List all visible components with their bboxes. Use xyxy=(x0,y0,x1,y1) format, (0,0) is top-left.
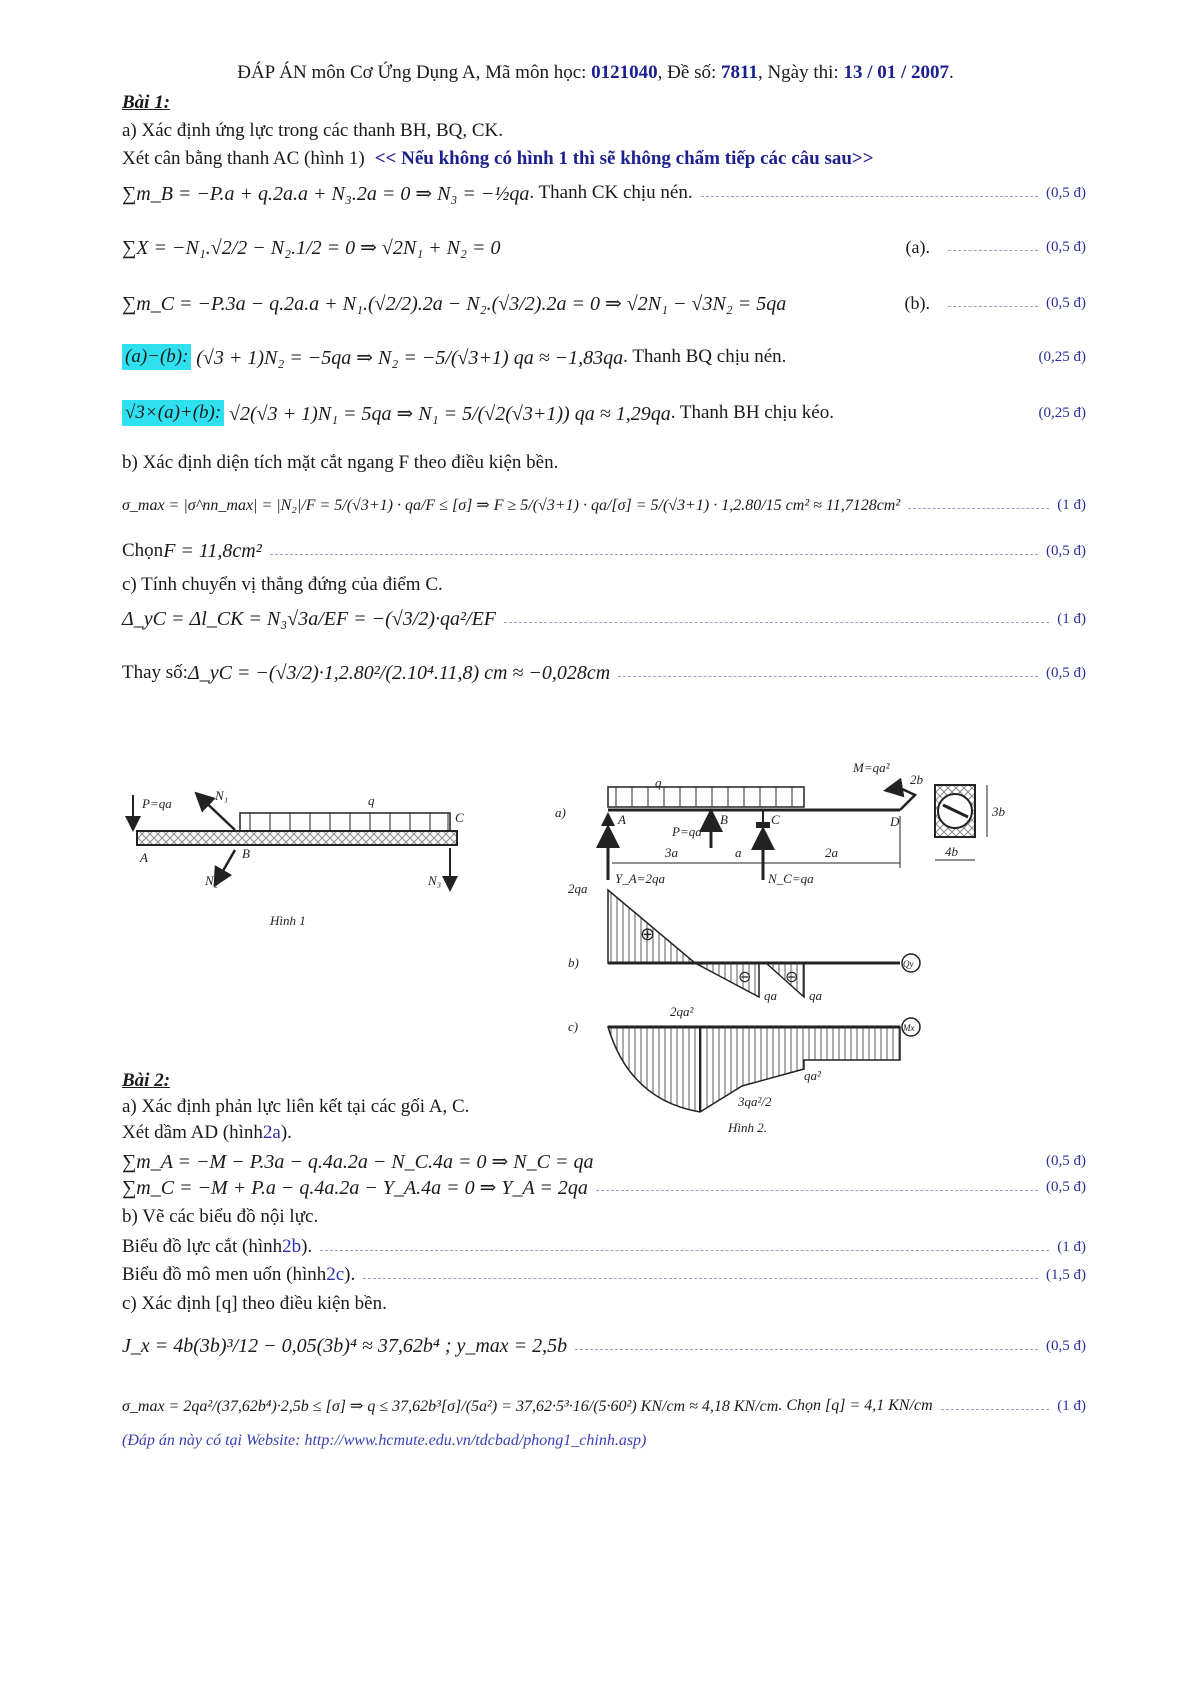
support-c xyxy=(756,822,770,828)
figure-1 xyxy=(110,770,480,940)
svg-text:3a: 3a xyxy=(665,845,678,860)
leader xyxy=(701,196,1038,197)
bai2-eq1: ∑m_A = −M − P.3a − q.4a.2a − N_C.4a = 0 ⇒ N_C = qa xyxy=(122,1150,594,1173)
bai2-heading: Bài 2: xyxy=(122,1070,171,1091)
score: (0,5 đ) xyxy=(1046,542,1086,559)
bai2-eq2: ∑m_C = −M + P.a − q.4a.2a − Y_A.4a = 0 ⇒ Y_A = 2qa xyxy=(122,1176,588,1199)
bai1-part-a-title: a) Xác định ứng lực trong các thanh BH, BQ, CK. xyxy=(122,120,503,141)
bai1-part-c-title: c) Tính chuyển vị thẳng đứng của điểm C. xyxy=(122,574,443,595)
score: (1,5 đ) xyxy=(1046,1266,1086,1283)
svg-text:2qa²: 2qa² xyxy=(670,1004,694,1019)
svg-text:P=qa: P=qa xyxy=(142,796,172,811)
warning-note: << Nếu không có hình 1 thì sẽ không chấm tiếp các câu sau>> xyxy=(374,148,874,169)
score: (0,5 đ) xyxy=(1046,238,1086,255)
chosen-area: F = 11,8cm² xyxy=(163,539,262,562)
bai1-eq3: ∑m_C = −P.3a − q.2a.a + N₁.(√2/2).2a − N₂.(√3/2).2a = 0 ⇒ √2N₁ − √3N₂ = 5qa xyxy=(122,292,787,315)
svg-text:⊖: ⊖ xyxy=(738,969,752,986)
svg-text:C: C xyxy=(455,810,464,825)
highlight-a-minus-b: (a)−(b): xyxy=(122,344,191,370)
score: (1 đ) xyxy=(1057,496,1086,513)
score: (0,5 đ) xyxy=(1046,1178,1086,1195)
exam-date: 13 / 01 / 2007 xyxy=(843,62,950,83)
bai1-part-b-title: b) Xác định diện tích mặt cắt ngang F theo điều kiện bền. xyxy=(122,452,559,473)
svg-text:N₃: N₃ xyxy=(428,873,442,888)
score: (0,5 đ) xyxy=(1046,184,1086,201)
highlight-sqrt3a-plus-b: √3×(a)+(b): xyxy=(122,400,224,426)
svg-text:B: B xyxy=(720,812,728,827)
svg-text:P=qa: P=qa xyxy=(672,824,702,839)
figure-ref-2a: 2a xyxy=(262,1122,281,1143)
svg-text:N_C=qa: N_C=qa xyxy=(768,871,814,886)
svg-text:A: A xyxy=(618,812,626,827)
svg-text:a: a xyxy=(735,845,742,860)
figure-ref-2c: 2c xyxy=(326,1264,345,1285)
score: (0,25 đ) xyxy=(1038,348,1086,365)
figure-ref-2b: 2b xyxy=(282,1236,302,1257)
svg-text:⊕: ⊕ xyxy=(640,924,656,944)
document-title: ĐÁP ÁN môn Cơ Ứng Dụng A, Mã môn học: 0121040, Đề số: 7811, Ngày thi: 13 / 01 / 2007. xyxy=(237,62,954,83)
bai1-eq6: σ_max = |σ^nn_max| = |N₂|/F = 5/(√3+1) · qa/F ≤ [σ] ⇒ F ≥ 5/(√3+1) · qa/[σ] = 5/(√3+1) · 1,2.80/15 cm² ≈ 11,7128cm² xyxy=(122,497,901,514)
score: (0,5 đ) xyxy=(1046,294,1086,311)
svg-text:q: q xyxy=(655,775,662,790)
svg-text:4b: 4b xyxy=(945,844,958,859)
svg-text:qa²: qa² xyxy=(804,1068,821,1083)
svg-text:q: q xyxy=(368,793,375,808)
svg-text:C: C xyxy=(771,812,780,827)
bai2-part-c-title: c) Xác định [q] theo điều kiện bền. xyxy=(122,1293,387,1314)
svg-text:a): a) xyxy=(555,805,566,820)
beam-ac xyxy=(137,831,457,845)
svg-text:N₂: N₂ xyxy=(205,873,219,888)
svg-text:M=qa²: M=qa² xyxy=(853,760,890,775)
figure-1-caption: Hình 1 xyxy=(270,913,306,928)
bai1-heading: Bài 1: xyxy=(122,92,171,113)
beam-distributed-load xyxy=(608,787,804,807)
score: (1 đ) xyxy=(1057,610,1086,627)
bai1-eq8: Δ_yC = −(√3/2)·1,2.80²/(2.10⁴.11,8) cm ≈ −0,028cm xyxy=(187,661,611,684)
support-a xyxy=(601,812,615,826)
score: (1 đ) xyxy=(1057,1397,1086,1414)
bai1-eq2: ∑X = −N₁.√2/2 − N₂.1/2 = 0 ⇒ √2N₁ + N₂ = 0 xyxy=(122,236,501,259)
score: (1 đ) xyxy=(1057,1238,1086,1255)
svg-text:c): c) xyxy=(568,1019,579,1034)
score: (0,5 đ) xyxy=(1046,1337,1086,1354)
svg-text:Mx: Mx xyxy=(903,1023,915,1033)
force-n2-arrow xyxy=(216,850,235,883)
svg-text:D: D xyxy=(890,814,900,829)
footer-website-note: (Đáp án này có tại Website: http://www.hcmute.edu.vn/tdcbad/phong1_chinh.asp) xyxy=(122,1432,647,1449)
svg-text:3b: 3b xyxy=(992,804,1005,819)
course-code: 0121040 xyxy=(591,62,658,83)
svg-text:qa: qa xyxy=(809,988,822,1003)
svg-text:qa: qa xyxy=(764,988,777,1003)
distributed-load xyxy=(240,813,450,831)
bai1-eq4: (√3 + 1)N₂ = −5qa ⇒ N₂ = −5/(√3+1) qa ≈ −1,83qa xyxy=(196,346,624,369)
svg-text:3qa²/2: 3qa²/2 xyxy=(738,1094,772,1109)
svg-text:Qy: Qy xyxy=(903,959,914,969)
svg-text:A: A xyxy=(140,850,148,865)
bai2-eq4: σ_max = 2qa²/(37,62b⁴)·2,5b ≤ [σ] ⇒ q ≤ 37,62b³[σ]/(5a²) = 37,62·5³·16/(5·60²) KN/cm ≈ 4,18 KN/cm xyxy=(122,1398,779,1415)
moment-m-arrow xyxy=(888,788,915,810)
shear-diagram xyxy=(608,890,804,997)
bai1-consider: Xét cân bằng thanh AC (hình 1) xyxy=(122,148,365,169)
score: (0,25 đ) xyxy=(1038,404,1086,421)
svg-text:Y_A=2qa: Y_A=2qa xyxy=(615,871,665,886)
bai2-eq3: J_x = 4b(3b)³/12 − 0,05(3b)⁴ ≈ 37,62b⁴ ; y_max = 2,5b xyxy=(122,1334,568,1357)
svg-text:2b: 2b xyxy=(910,772,923,787)
svg-text:2a: 2a xyxy=(825,845,838,860)
score: (0,5 đ) xyxy=(1046,664,1086,681)
svg-text:2qa: 2qa xyxy=(568,881,588,896)
svg-text:b): b) xyxy=(568,955,579,970)
svg-text:N₁: N₁ xyxy=(215,788,229,803)
exam-number: 7811 xyxy=(721,62,758,83)
bai2-part-a-title: a) Xác định phản lực liên kết tại các gối A, C. xyxy=(122,1096,470,1117)
svg-text:⊖: ⊖ xyxy=(785,969,799,986)
svg-text:B: B xyxy=(242,846,250,861)
bai1-eq5: √2(√3 + 1)N₁ = 5qa ⇒ N₁ = 5/(√2(√3+1)) qa ≈ 1,29qa xyxy=(228,402,671,425)
bai1-eq7: Δ_yC = Δl_CK = N₃√3a/EF = −(√3/2)·qa²/EF xyxy=(122,607,497,630)
figure-2-caption: Hình 2. xyxy=(728,1120,767,1135)
score: (0,5 đ) xyxy=(1046,1152,1086,1169)
bai1-eq1: ∑m_B = −P.a + q.2a.a + N₃.2a = 0 ⇒ N₃ = −½qa xyxy=(122,182,530,205)
bai2-part-b-title: b) Vẽ các biểu đồ nội lực. xyxy=(122,1206,319,1227)
